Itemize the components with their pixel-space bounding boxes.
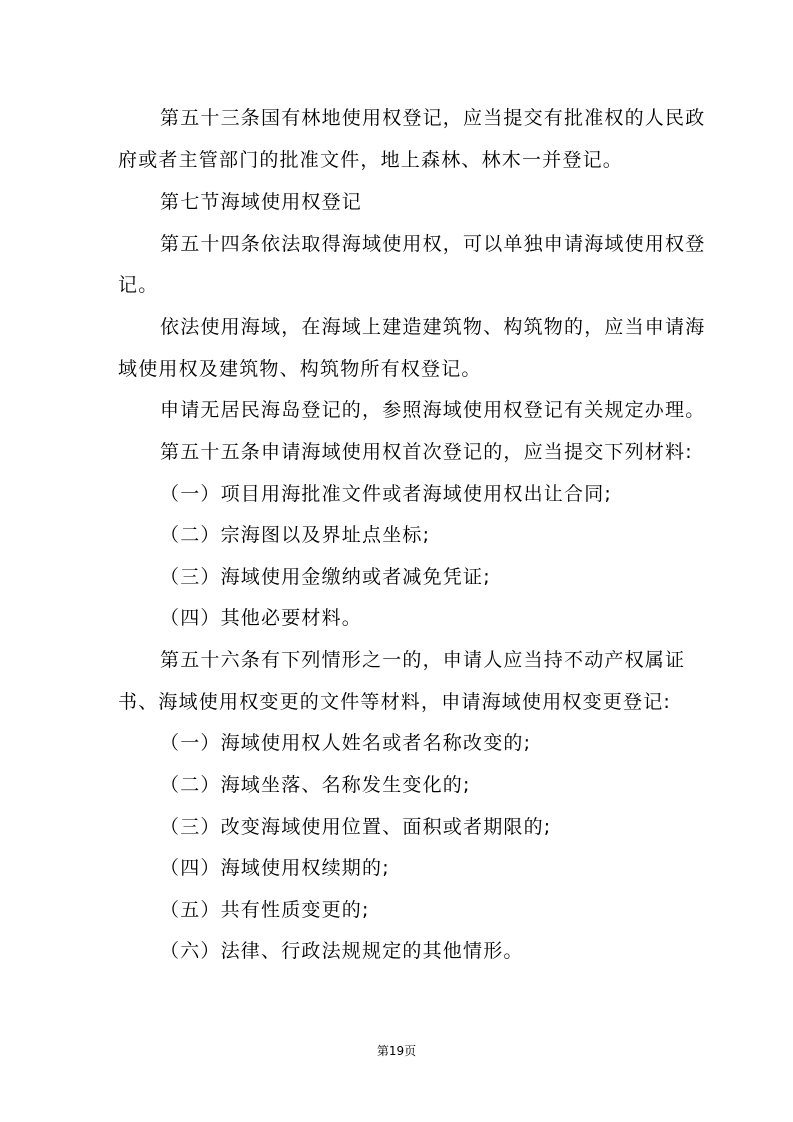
- list-item: （四）海域使用权续期的;: [160, 857, 390, 879]
- paragraph-line: 申请无居民海岛登记的，参照海域使用权登记有关规定办理。: [160, 399, 706, 421]
- paragraph-line: 记。: [118, 274, 159, 296]
- paragraph-line: 第五十六条有下列情形之一的，申请人应当持不动产权属证: [160, 649, 686, 671]
- list-item: （五）共有性质变更的;: [160, 899, 370, 921]
- paragraph-line: 府或者主管部门的批准文件，地上森林、林木一并登记。: [118, 149, 624, 171]
- paragraph-line: 书、海域使用权变更的文件等材料，申请海域使用权变更登记:: [118, 691, 672, 713]
- list-item: （三）改变海域使用位置、面积或者期限的;: [160, 816, 552, 838]
- list-item: （一）项目用海批准文件或者海域使用权出让合同;: [160, 483, 613, 505]
- paragraph-line: 第五十五条申请海域使用权首次登记的，应当提交下列材料:: [160, 441, 693, 463]
- list-item: （三）海域使用金缴纳或者减免凭证;: [160, 566, 491, 588]
- list-item: （二）海域坐落、名称发生变化的;: [160, 774, 471, 796]
- list-item: （一）海域使用权人姓名或者名称改变的;: [160, 732, 532, 754]
- page-number: 第19页: [376, 1044, 417, 1058]
- list-item: （二）宗海图以及界址点坐标;: [160, 524, 431, 546]
- paragraph-line: 第五十三条国有林地使用权登记，应当提交有批准权的人民政: [160, 107, 706, 129]
- paragraph-line: 第五十四条依法取得海域使用权，可以单独申请海域使用权登: [160, 233, 706, 255]
- list-item: （四）其他必要材料。: [160, 607, 363, 629]
- list-item: （六）法律、行政法规规定的其他情形。: [160, 940, 524, 962]
- section-heading: 第七节海域使用权登记: [160, 191, 363, 213]
- paragraph-line: 域使用权及建筑物、构筑物所有权登记。: [118, 358, 482, 380]
- paragraph-line: 依法使用海域，在海域上建造建筑物、构筑物的，应当申请海: [160, 316, 706, 338]
